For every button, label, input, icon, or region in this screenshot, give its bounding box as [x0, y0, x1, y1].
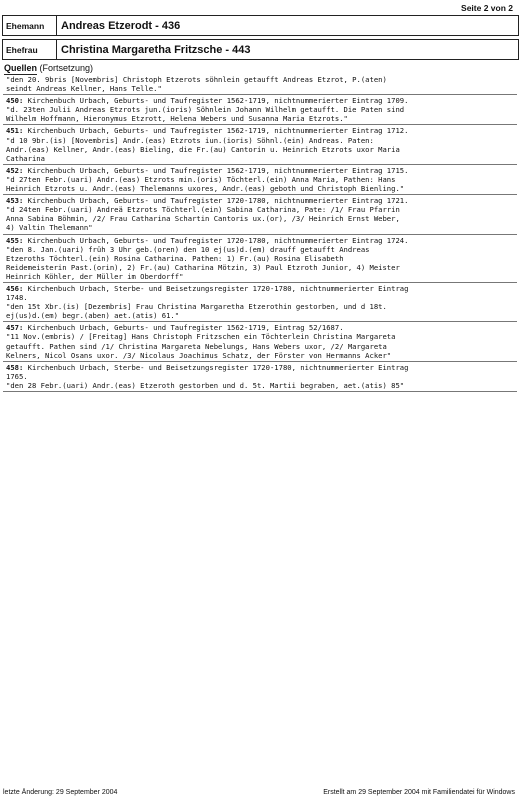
- last-modified: letzte Änderung: 29 September 2004: [3, 789, 118, 796]
- entry-text: Kirchenbuch Urbach, Geburts- und Taufregister 1562-1719, nichtnummerierter Eintrag 1709. "d. 23ten Julii Andreas Etzrots jun.(ioris) Söhnlein Johann Wilhelm getaufft. Die Paten sind Wilhelm Hoffmann, Hieronymus Etzrott, Helena Webers und Susanna Maria Etzrots.": [6, 96, 409, 124]
- entry-text: Kirchenbuch Urbach, Geburts- und Taufregister 1562-1719, Eintrag 52/1687. "11 Nov.(embris) / [Freitag] Hans Christoph Fritzschen ein Töchterlein Christina Margareta getaufft. Pathen sind /1/ Christina Margareta Nebelungs, Hans Webers uxor, /2/ Margareta Kelners, Nicol Osans uxor. /3/ Nicolaus Joachimus Schatz, der Förster von Hermanns Acker": [6, 323, 396, 360]
- source-entry: [3, 95, 517, 125]
- created-note: Erstellt am 29 September 2004 mit Familiendatei für Windows: [323, 789, 515, 796]
- entry-text: "den 20. 9bris [Novembris] Christoph Etzerots söhnlein getaufft Andreas Etzrot, P.(aten) seindt Andreas Kellner, Hans Telle.": [6, 75, 387, 94]
- source-entry: [3, 283, 517, 322]
- source-entry: [3, 195, 517, 234]
- entry-number: 451:: [6, 126, 24, 136]
- source-entry: [3, 322, 517, 361]
- source-entry: [3, 235, 517, 283]
- sources-heading: [4, 63, 93, 73]
- sources-suffix: (Fortsetzung): [39, 63, 94, 73]
- entry-text: Kirchenbuch Urbach, Sterbe- und Beisetzungsregister 1720-1780, nichtnummerierter Eintrag 1748. "den 15t Xbr.(is) [Dezembris] Frau Christina Margaretha Etzerothin gestorben, und d 18t. ej(us)d.(em) begr.(aben) aet.(atis) 61.": [6, 283, 409, 321]
- entry-number: 453:: [6, 196, 24, 206]
- wife-name: Christina Margaretha Fritzsche - 443: [61, 43, 251, 56]
- source-entry: [3, 362, 517, 392]
- entry-number: 457:: [6, 323, 24, 333]
- entry-number: 455:: [6, 235, 24, 245]
- entry-text: Kirchenbuch Urbach, Geburts- und Taufregister 1720-1780, nichtnummerierter Eintrag 1721. "d 24ten Febr.(uari) Andreä Etzrots Töchterl.(ein) Sabina Catharina, Pate: /1/ Frau Pfarrin Anna Sabina Böhmin, /2/ Frau Catharina Schartin Cantoris ux.(or), /3/ Heinrich Ernst Weber, 4) Valtin Thelemann": [6, 196, 409, 233]
- entry-number: 452:: [6, 165, 24, 175]
- husband-name: Andreas Etzerodt - 436: [61, 19, 181, 32]
- entry-number: 458:: [6, 362, 24, 372]
- entry-text: Kirchenbuch Urbach, Geburts- und Taufregister 1720-1780, nichtnummerierter Eintrag 1724. "den 8. Jan.(uari) früh 3 Uhr geb.(oren) den 10 ej(us)d.(em) drauff getaufft Andreas Etzeroths Töchterl.(ein) Rosina Catharina. Pathen: 1) Fr.(au) Rosina Elisabeth Reidemeisterin Past.(orin), 2) Fr.(au) Catharina Mötzin, 3) Paul Etzroth Junior, 4) Meister Heinrich Köhler, der Müller im Oberdorff": [6, 235, 409, 281]
- entry-text: Kirchenbuch Urbach, Geburts- und Taufregister 1562-1719, nichtnummerierter Eintrag 1715. "d 27ten Febr.(uari) Andr.(eas) Etzrots min.(oris) Töchterl.(ein) Anna Maria, Pathen: Hans Heinrich Etzrots u. Andr.(eas) Thelemanns uxores, Andr.(eas) geboth und Christoph Bienling.": [6, 165, 409, 194]
- sources-list: [3, 74, 517, 392]
- entry-text: Kirchenbuch Urbach, Geburts- und Taufregister 1562-1719, nichtnummerierter Eintrag 1712. "d 10 9br.(is) [Novembris] Andr.(eas) Etzrots iun.(ioris) Söhnl.(ein) Andreas. Paten: Andr.(eas) Kellner, Andr.(eas) Bieling, die Fr.(au) Cantorin u. Heinrich Etzrots uxor Maria Catharina: [6, 126, 409, 163]
- entry-number: 456:: [6, 283, 24, 293]
- husband-label: Ehemann: [3, 16, 57, 35]
- source-entry: [3, 74, 517, 95]
- source-entry: [3, 125, 517, 164]
- source-entry: [3, 165, 517, 195]
- entry-number: 450:: [6, 96, 24, 106]
- wife-row: [2, 39, 519, 60]
- husband-row: [2, 15, 519, 36]
- sources-label: Quellen: [4, 63, 38, 73]
- page-number: Seite 2 von 2: [461, 3, 513, 13]
- wife-label: Ehefrau: [3, 40, 57, 59]
- entry-text: Kirchenbuch Urbach, Sterbe- und Beisetzungsregister 1720-1780, nichtnummerierter Eintrag 1765. "den 28 Febr.(uari) Andr.(eas) Etzeroth gestorben und d. 5t. Martii begraben, aet.(atis) 85": [6, 362, 409, 390]
